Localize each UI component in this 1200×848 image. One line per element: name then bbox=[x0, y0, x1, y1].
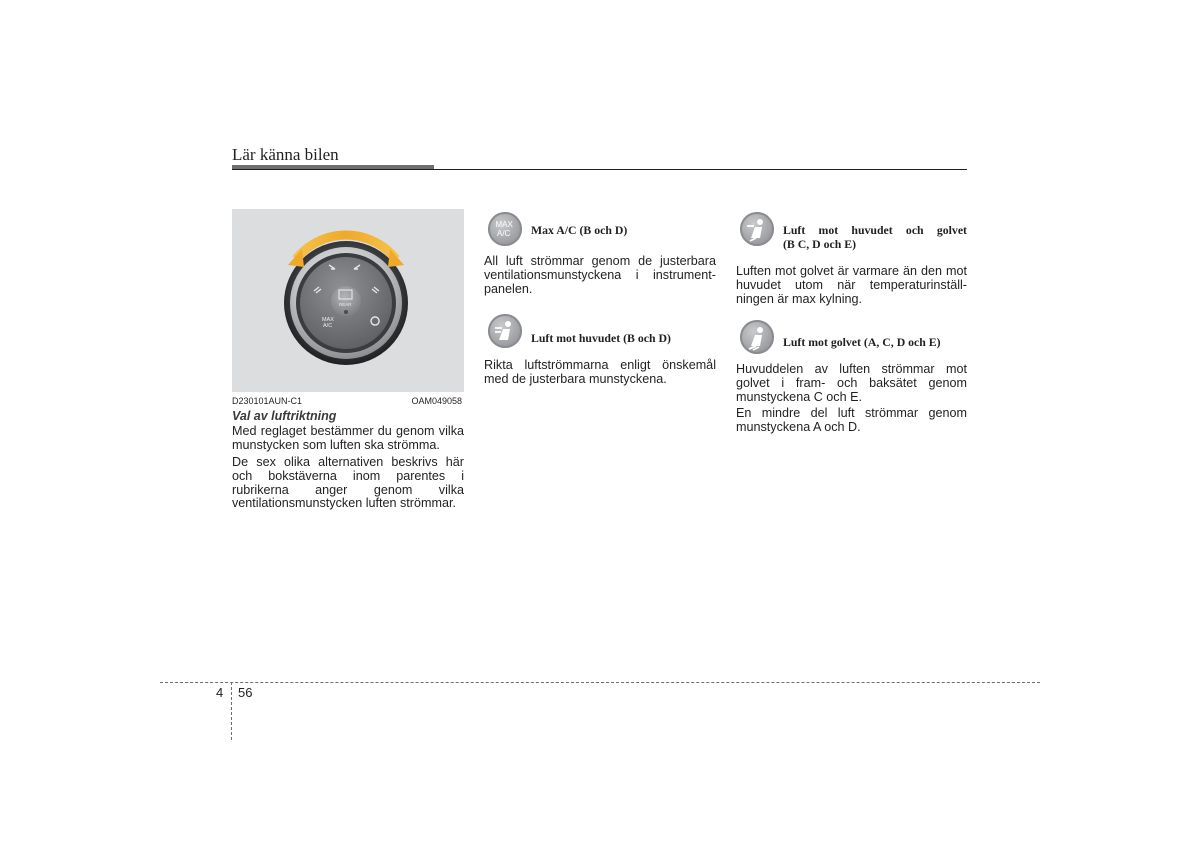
max-ac-icon-line1: MAX bbox=[495, 220, 513, 229]
mode-title-max-ac: Max A/C (B och D) bbox=[531, 223, 628, 237]
section-title: Val av luftriktning bbox=[232, 409, 337, 423]
mode-title-floor: Luft mot golvet (A, C, D och E) bbox=[783, 335, 941, 349]
mode-text-face-floor: Luften mot golvet är varmare än den mot huvudet utom när temperaturinställ-ningen är max kylning. bbox=[736, 264, 967, 306]
floor-vent-icon bbox=[740, 320, 774, 354]
page-header-title: Lär känna bilen bbox=[232, 145, 339, 164]
max-ac-label-line2: A/C bbox=[323, 323, 333, 329]
chapter-number: 4 bbox=[216, 685, 224, 700]
left-paragraph-2: De sex olika alternativen beskrivs här och bokstäverna inom parentes i rubrikerna anger genom vilka ventilationsmunstycken luften strömmar. bbox=[232, 455, 464, 511]
mode-text-face: Rikta luftströmmarna enligt önskemål med de justerbara munstyckena. bbox=[484, 358, 716, 386]
mode-knob-illustration bbox=[232, 209, 464, 392]
page-number: 56 bbox=[238, 685, 253, 700]
footer-rule bbox=[160, 682, 1040, 683]
left-paragraph-1: Med reglaget bestämmer du genom vilka munstycken som luften ska strömma. bbox=[232, 424, 464, 452]
mode-text-floor-2: En mindre del luft strömmar genom munstyckena A och D. bbox=[736, 406, 967, 434]
mode-title-face: Luft mot huvudet (B och D) bbox=[531, 331, 671, 345]
max-ac-icon bbox=[488, 212, 522, 246]
max-ac-icon-line2: A/C bbox=[497, 229, 511, 238]
mode-title-face-floor-line1: Luft mot huvudet och golvet bbox=[783, 223, 967, 237]
mode-title-face-floor-line2: (B C, D och E) bbox=[783, 237, 857, 251]
figure-code: OAM049058 bbox=[411, 396, 462, 406]
rear-label: REAR bbox=[339, 302, 352, 307]
mode-text-max-ac: All luft strömmar genom de justerbara ventilationsmunstyckena i instrument-panelen. bbox=[484, 254, 716, 296]
face-vent-icon bbox=[488, 314, 522, 348]
face-floor-icon bbox=[740, 212, 774, 246]
header-rule bbox=[232, 169, 967, 170]
footer-divider bbox=[231, 682, 232, 740]
mode-text-floor-1: Huvuddelen av luften strömmar mot golvet i fram- och baksätet genom munstyckena C och E. bbox=[736, 362, 967, 404]
max-ac-label-line1: MAX bbox=[322, 317, 334, 323]
reference-code: D230101AUN-C1 bbox=[232, 396, 303, 406]
